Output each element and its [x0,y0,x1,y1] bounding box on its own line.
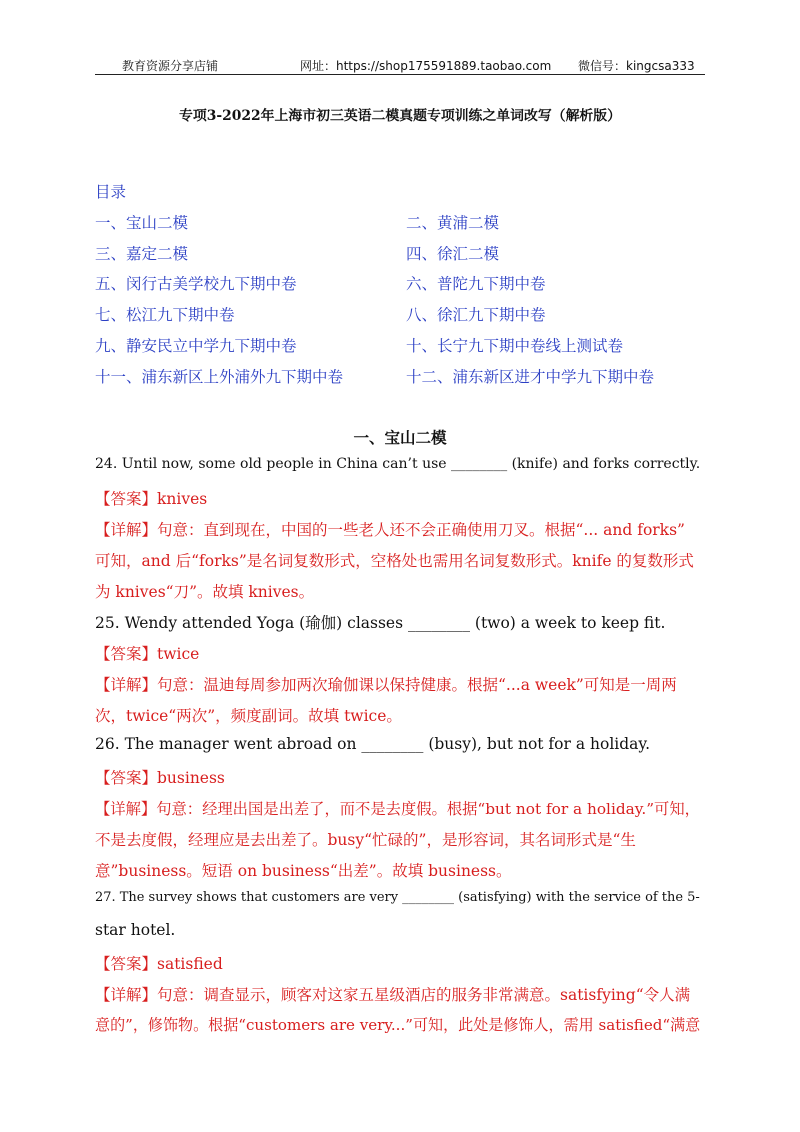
section-title: 一、宝山二模 [353,428,447,447]
page-header [95,56,705,75]
explanation-line: 【详解】句意：调查显示，顾客对这家五星级酒店的服务非常满意。satisfying“令人满 [95,986,691,1004]
toc-link[interactable]: 十二、浦东新区进才中学九下期中卷 [406,368,655,386]
toc-link[interactable]: 十一、浦东新区上外浦外九下期中卷 [95,368,344,386]
question-line: 27. The survey shows that customers are very ________ (satisfying) with the service of the 5- [95,890,700,905]
explanation-line: 意”business。短语 on business“出差”。故填 business。 [95,862,512,880]
explanation-line: 意的”，修饰物。根据“customers are very...”可知，此处是修饰人，需用 satisfied“满意 [95,1016,701,1034]
answer-line: 【答案】satisfied [95,955,223,973]
answer-line: 【答案】twice [95,645,200,663]
question-line: 24. Until now, some old people in China can’t use ________ (knife) and forks correctly. [95,456,701,472]
toc-link[interactable]: 七、松江九下期中卷 [95,306,235,324]
explanation-line: 【详解】句意：温迪每周参加两次瑜伽课以保持健康。根据“...a week”可知是一周两 [95,676,677,694]
toc-link[interactable]: 九、静安民立中学九下期中卷 [95,337,297,355]
question-line: 25. Wendy attended Yoga (瑜伽) classes ________ (two) a week to keep fit. [95,614,666,632]
toc-link[interactable]: 一、宝山二模 [95,214,189,232]
explanation-line: 可知，and 后“forks”是名词复数形式，空格处也需用名词复数形式。knife 的复数形式 [95,552,694,570]
header-shop-name: 教育资源分享店铺 [122,59,219,73]
explanation-line: 次，twice“两次”，频度副词。故填 twice。 [95,707,402,725]
toc-link[interactable]: 三、嘉定二模 [95,245,189,263]
toc-link[interactable]: 五、闵行古美学校九下期中卷 [95,275,297,293]
explanation-line: 【详解】句意：直到现在，中国的一些老人还不会正确使用刀叉。根据“... and forks” [95,521,685,539]
header-website: 网址：https://shop175591889.taobao.com [300,59,552,73]
question-line: star hotel. [95,921,176,939]
toc-heading: 目录 [95,183,127,201]
answer-line: 【答案】knives [95,490,208,508]
toc-link[interactable]: 八、徐汇九下期中卷 [406,306,546,324]
toc-link[interactable]: 四、徐汇二模 [406,245,500,263]
question-line: 26. The manager went abroad on ________ (busy), but not for a holiday. [95,735,651,753]
explanation-line: 【详解】句意：经理出国是出差了，而不是去度假。根据“but not for a holiday.”可知， [95,800,700,818]
document-title: 专项3-2022年上海市初三英语二模真题专项训练之单词改写（解析版） [178,108,622,124]
explanation-line: 不是去度假，经理应是去出差了。busy“忙碌的”，是形容词，其名词形式是“生 [95,831,636,849]
answer-line: 【答案】business [95,769,225,787]
toc-link[interactable]: 六、普陀九下期中卷 [406,275,546,293]
header-wechat: 微信号：kingcsa333 [578,59,695,73]
toc-link[interactable]: 二、黄浦二模 [406,214,500,232]
toc-link[interactable]: 十、长宁九下期中卷线上测试卷 [406,337,624,355]
explanation-line: 为 knives“刀”。故填 knives。 [95,583,315,601]
